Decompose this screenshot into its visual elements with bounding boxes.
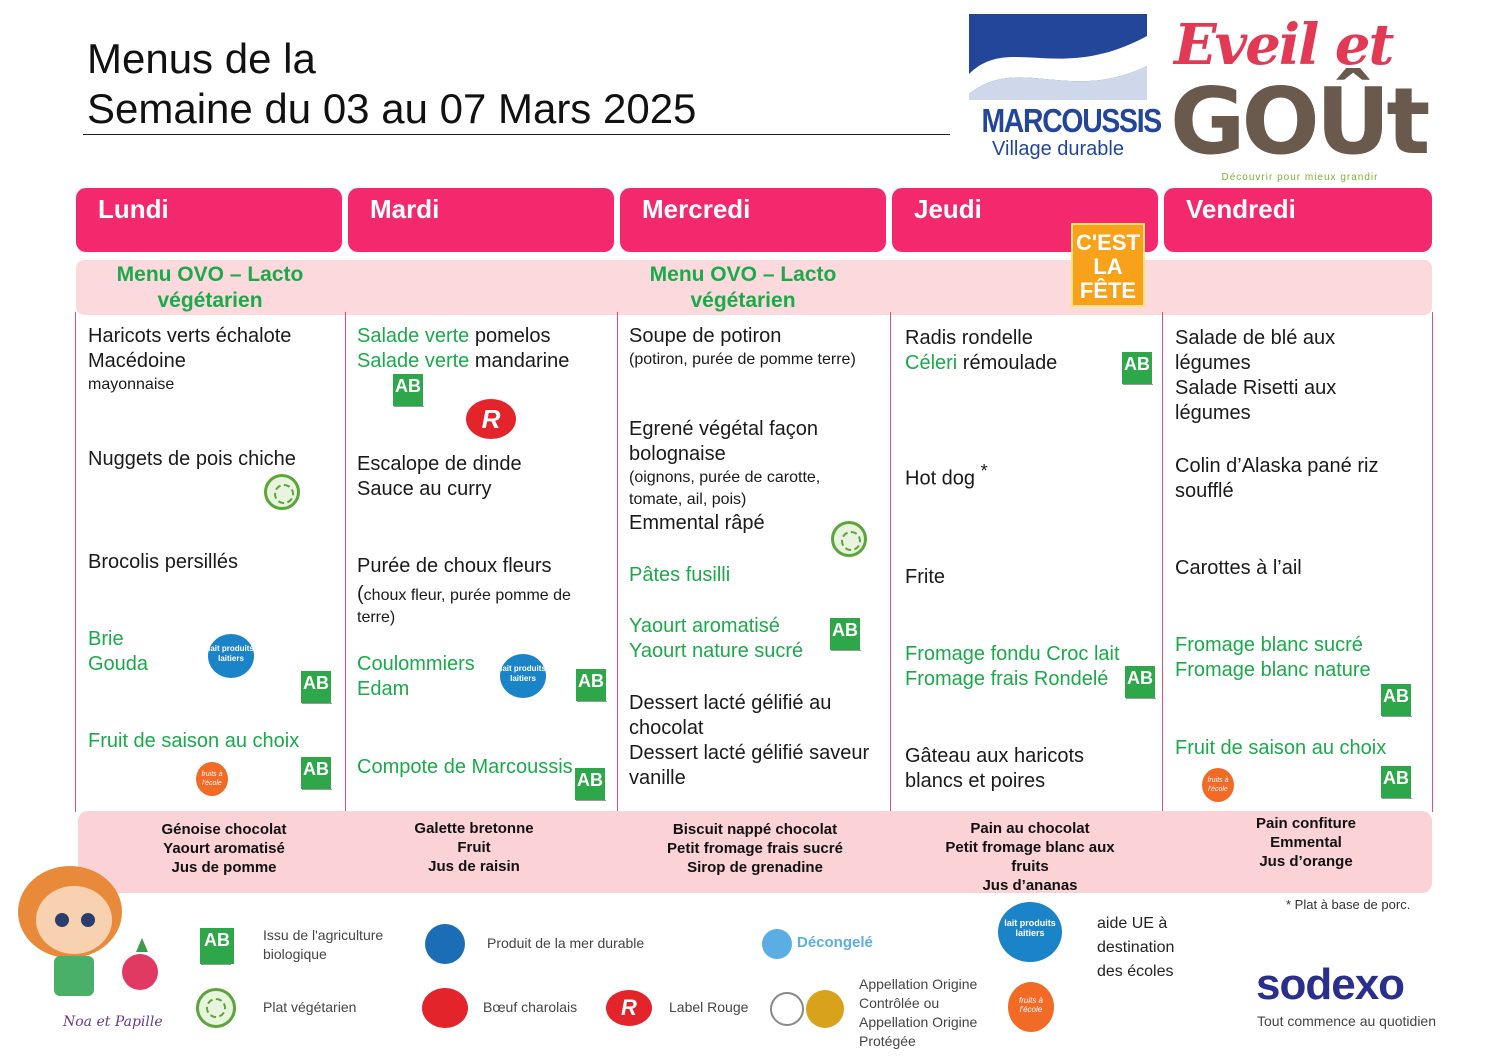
vendredi-laitage-1: Fromage blanc sucré xyxy=(1175,634,1363,656)
legend-label-rouge: Label Rouge xyxy=(669,999,749,1015)
lundi-entree-2-note: mayonnaise xyxy=(88,376,175,393)
menu-tag-mercredi: Menu OVO – Lacto végétarien xyxy=(649,263,837,312)
jeudi-entree xyxy=(905,326,1125,376)
marcoussis-logo xyxy=(969,14,1161,164)
gouter-item: Petit fromage blanc aux fruits xyxy=(945,839,1115,875)
gouter-item: Génoise chocolat xyxy=(161,821,287,838)
mercredi-accompagnement: Pâtes fusilli xyxy=(629,564,731,586)
column-divider xyxy=(1432,312,1433,812)
vendredi-laitage xyxy=(1175,633,1415,683)
gouter-item: Pain au chocolat xyxy=(970,820,1090,837)
lait-ecole-icon: lait produits laitiers xyxy=(998,902,1062,962)
mardi-fromage xyxy=(357,652,497,702)
mardi-accomp-paren: ( xyxy=(357,583,364,605)
sodexo-tagline: Tout commence au quotidien xyxy=(1257,1013,1436,1029)
column-divider xyxy=(345,312,346,812)
vendredi-dessert: Fruit de saison au choix xyxy=(1175,737,1387,759)
mardi-accomp-name: Purée de choux fleurs xyxy=(357,555,552,577)
mercredi-entree xyxy=(629,324,869,371)
gouter-item: Jus de pomme xyxy=(171,859,277,876)
gouter-item: Sirop de grenadine xyxy=(687,859,823,876)
day-header-vendredi: Vendredi xyxy=(1164,188,1432,252)
mardi-entree-1-rest: pomelos xyxy=(469,325,551,347)
gouter-item: Yaourt aromatisé xyxy=(163,840,285,857)
eveil-gout-logo xyxy=(1170,10,1430,190)
boeuf-charolais-icon xyxy=(422,988,468,1028)
ab-bio-icon: AB xyxy=(576,669,606,701)
mardi-accompagnement xyxy=(357,554,607,629)
jeudi-entree-2-bio: Céleri xyxy=(905,352,958,374)
legend-bio: Issu de l'agriculture biologique xyxy=(263,927,384,962)
menu-tag-lundi: Menu OVO – Lacto végétarien xyxy=(116,263,304,312)
aoc-icon xyxy=(770,992,804,1026)
eveil-tagline: Découvrir pour mieux grandir xyxy=(1221,172,1379,183)
mercredi-plat-extra: Emmental râpé xyxy=(629,512,765,534)
vendredi-entree-2: Salade Risetti aux légumes xyxy=(1175,377,1337,424)
mardi-plat-2: Sauce au curry xyxy=(357,478,492,500)
vendredi-entree-1: Salade de blé aux légumes xyxy=(1175,327,1336,374)
lundi-accompagnement: Brocolis persillés xyxy=(88,551,239,573)
label-rouge-icon: R xyxy=(606,990,652,1026)
mardi-plat xyxy=(357,452,612,502)
gouter-item: Emmental xyxy=(1270,834,1342,851)
jeudi-entree-2 xyxy=(905,351,1125,376)
fruits-ecole-icon: fruits à l'école xyxy=(1008,982,1054,1032)
jeudi-dessert: Gâteau aux haricots blancs et poires xyxy=(905,745,1084,792)
mardi-accomp-note-text: choux fleur, purée pomme de terre) xyxy=(357,587,571,626)
mardi-entree-1-bio: Salade verte xyxy=(357,325,470,347)
fruits-ecole-icon: fruits à l'école xyxy=(1202,768,1234,802)
title-underline xyxy=(83,134,950,135)
day-header-jeudi: Jeudi xyxy=(892,188,1158,252)
noa-papille-mascot xyxy=(8,860,178,1050)
jeudi-fromage-2: Fromage frais Rondelé xyxy=(905,668,1109,690)
mardi-entree-2-rest: mandarine xyxy=(469,350,570,372)
gouter-item: Jus d’ananas xyxy=(982,877,1078,894)
legend-mer: Produit de la mer durable xyxy=(487,935,645,951)
marcoussis-subtitle: Village durable xyxy=(992,138,1124,160)
marcoussis-name: MARCOUSSIS xyxy=(981,102,1161,139)
column-divider xyxy=(75,312,76,812)
column-divider xyxy=(890,312,891,812)
jeudi-fromage xyxy=(905,642,1150,692)
vegetarian-icon xyxy=(196,988,236,1028)
mardi-plat-1: Escalope de dinde xyxy=(357,453,522,475)
gouter-jeudi xyxy=(896,819,1164,895)
lundi-entree-1: Haricots verts échalote xyxy=(88,325,292,347)
ab-bio-icon: AB xyxy=(1381,684,1411,716)
fruits-ecole-icon: fruits à l'école xyxy=(196,762,228,796)
lundi-fromage-1: Brie xyxy=(88,628,124,650)
lait-ecole-icon: lait produits laitiers xyxy=(208,634,254,678)
mercredi-entree-name: Soupe de potiron xyxy=(629,325,782,347)
ab-bio-icon: AB xyxy=(830,618,860,650)
gouter-item: Jus d’orange xyxy=(1259,853,1353,870)
legend-boeuf: Bœuf charolais xyxy=(483,999,578,1015)
page-title xyxy=(87,34,696,134)
jeudi-plat xyxy=(905,459,1125,492)
jeudi-accompagnement: Frite xyxy=(905,566,945,588)
mardi-accomp-note xyxy=(357,583,607,629)
gout-title: GOÛt xyxy=(1170,68,1427,175)
mercredi-laitage-1: Yaourt aromatisé xyxy=(629,615,780,637)
ab-bio-icon: AB xyxy=(301,671,331,703)
lundi-entree-2: Macédoine xyxy=(88,350,186,372)
aop-icon xyxy=(806,990,844,1028)
mardi-entree xyxy=(357,324,612,374)
gouter-item: Pain confiture xyxy=(1255,815,1356,832)
mercredi-plat xyxy=(629,417,869,536)
vendredi-accompagnement: Carottes à l’ail xyxy=(1175,557,1302,579)
column-divider xyxy=(617,312,618,812)
mardi-entree-2-bio: Salade verte xyxy=(357,350,470,372)
mercredi-plat-note: (oignons, purée de carotte, tomate, ail, pois) xyxy=(629,469,821,508)
ab-bio-icon: AB xyxy=(1381,766,1411,798)
eveil-title: Eveil et xyxy=(1174,12,1393,78)
mercredi-dessert-1: Dessert lacté gélifié au chocolat xyxy=(629,692,832,739)
ab-bio-icon: AB xyxy=(1125,666,1155,698)
legend-aide-ue: aide UE à destination des écoles xyxy=(1097,915,1175,980)
day-header-mercredi: Mercredi xyxy=(620,188,886,252)
column-divider xyxy=(1162,312,1163,812)
noa-papille-label: Noa et Papille xyxy=(63,1014,163,1030)
mercredi-entree-note: (potiron, purée de pomme terre) xyxy=(629,351,856,368)
mardi-fromage-1: Coulommiers xyxy=(357,653,475,675)
legend-porc: * Plat à base de porc. xyxy=(1286,897,1411,912)
gouter-item: Galette bretonne xyxy=(414,820,534,837)
mer-durable-icon xyxy=(425,924,465,964)
mercredi-dessert-2: Dessert lacté gélifié saveur vanille xyxy=(629,742,870,789)
gouter-item: Petit fromage frais sucré xyxy=(667,840,843,857)
decongele-icon xyxy=(762,929,792,959)
lait-ecole-icon: lait produits laitiers xyxy=(500,654,546,698)
gouter-item: Biscuit nappé chocolat xyxy=(672,821,838,838)
title-line-1: Menus de la xyxy=(87,35,316,82)
ab-bio-icon: AB xyxy=(200,928,234,964)
jeudi-fromage-1: Fromage fondu Croc lait xyxy=(905,643,1120,665)
lundi-fromage-2: Gouda xyxy=(88,653,149,675)
ab-bio-icon: AB xyxy=(1122,352,1152,384)
mardi-entree-2 xyxy=(357,349,612,374)
gouter-vendredi xyxy=(1172,814,1440,871)
mercredi-laitage-2: Yaourt nature sucré xyxy=(629,640,804,662)
legend-decongele: Décongelé xyxy=(797,934,873,951)
vegetarian-icon xyxy=(264,474,300,510)
porc-marker: * xyxy=(980,461,988,481)
gouter-mercredi xyxy=(621,820,889,877)
mardi-fromage-2: Edam xyxy=(357,678,410,700)
mardi-dessert: Compote de Marcoussis xyxy=(357,756,573,778)
ab-bio-icon: AB xyxy=(393,374,423,406)
label-rouge-icon: R xyxy=(466,399,516,439)
legend-vegetarien: Plat végétarien xyxy=(263,999,357,1015)
lundi-dessert: Fruit de saison au choix xyxy=(88,730,300,752)
vendredi-plat: Colin d’Alaska pané riz soufflé xyxy=(1175,455,1379,502)
lundi-plat: Nuggets de pois chiche xyxy=(88,448,296,470)
mardi-entree-1 xyxy=(357,324,612,349)
gouter-mardi xyxy=(340,819,608,876)
jeudi-entree-1: Radis rondelle xyxy=(905,327,1033,349)
sodexo-logo: sodexo xyxy=(1256,960,1405,1009)
vendredi-laitage-2: Fromage blanc nature xyxy=(1175,659,1371,681)
legend-aop: Appellation Origine Contrôlée ou Appellation Origine Protégée xyxy=(859,976,978,1049)
lundi-entree xyxy=(88,324,338,396)
marcoussis-wave-graphic xyxy=(969,14,1147,100)
title-line-2: Semaine du 03 au 07 Mars 2025 xyxy=(87,85,697,132)
day-header-lundi: Lundi xyxy=(76,188,342,252)
gouter-item: Jus de raisin xyxy=(428,858,520,875)
jeudi-plat-name: Hot dog xyxy=(905,467,976,490)
gouter-item: Fruit xyxy=(457,839,491,856)
mercredi-laitage xyxy=(629,614,829,664)
mercredi-plat-name: Egrené végétal façon bolognaise xyxy=(629,418,819,465)
cest-la-fete-badge: C'EST LA FÊTE xyxy=(1071,223,1145,307)
ab-bio-icon: AB xyxy=(301,757,331,789)
lundi-fromage xyxy=(88,627,208,677)
day-header-mardi: Mardi xyxy=(348,188,614,252)
mercredi-dessert xyxy=(629,691,874,791)
vendredi-entree xyxy=(1175,326,1415,426)
vegetarian-icon xyxy=(831,521,867,557)
jeudi-entree-2-rest: rémoulade xyxy=(957,352,1058,374)
ab-bio-icon: AB xyxy=(575,768,605,800)
